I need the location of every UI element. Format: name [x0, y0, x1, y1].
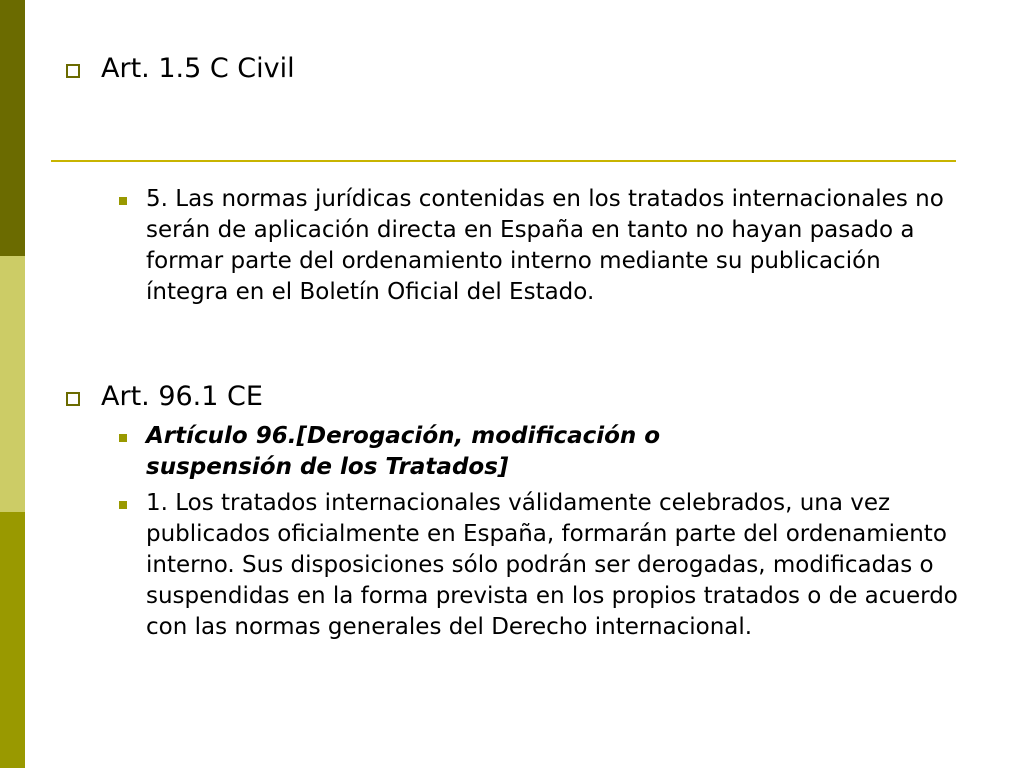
bullet-title-art-96: Artículo 96.[Derogación, modificación o suspensión de los Tratados] [146, 423, 661, 480]
hollow-square-icon [66, 392, 80, 406]
heading-art-96-1: Art. 96.1 CE [101, 381, 263, 412]
title-divider [51, 160, 956, 162]
heading-art-1-5: Art. 1.5 C Civil [101, 53, 295, 84]
filled-square-icon [119, 197, 127, 205]
bullet-text-art-1-5: 5. Las normas jurídicas contenidas en los tratados internacionales no serán de aplicación directa en España en tanto no hayan pasado a formar parte del ordenamiento interno mediante su publicación íntegra en el Boletín Oficial del Estado. [146, 186, 944, 305]
sidebar-middle-band [0, 256, 25, 512]
filled-square-icon [119, 501, 127, 509]
filled-square-icon [119, 434, 127, 442]
sidebar-bottom-band [0, 512, 25, 768]
sidebar-top-band [0, 0, 25, 256]
bullet-text-art-96-1: 1. Los tratados internacionales válidamente celebrados, una vez publicados oficialmente en España, formarán parte del ordenamiento interno. Sus disposiciones sólo podrán ser derogadas, modificadas o suspendidas en la forma prevista en los propios tratados o de acuerdo con las normas generales del Derecho internacional. [146, 490, 958, 640]
hollow-square-icon [66, 64, 80, 78]
